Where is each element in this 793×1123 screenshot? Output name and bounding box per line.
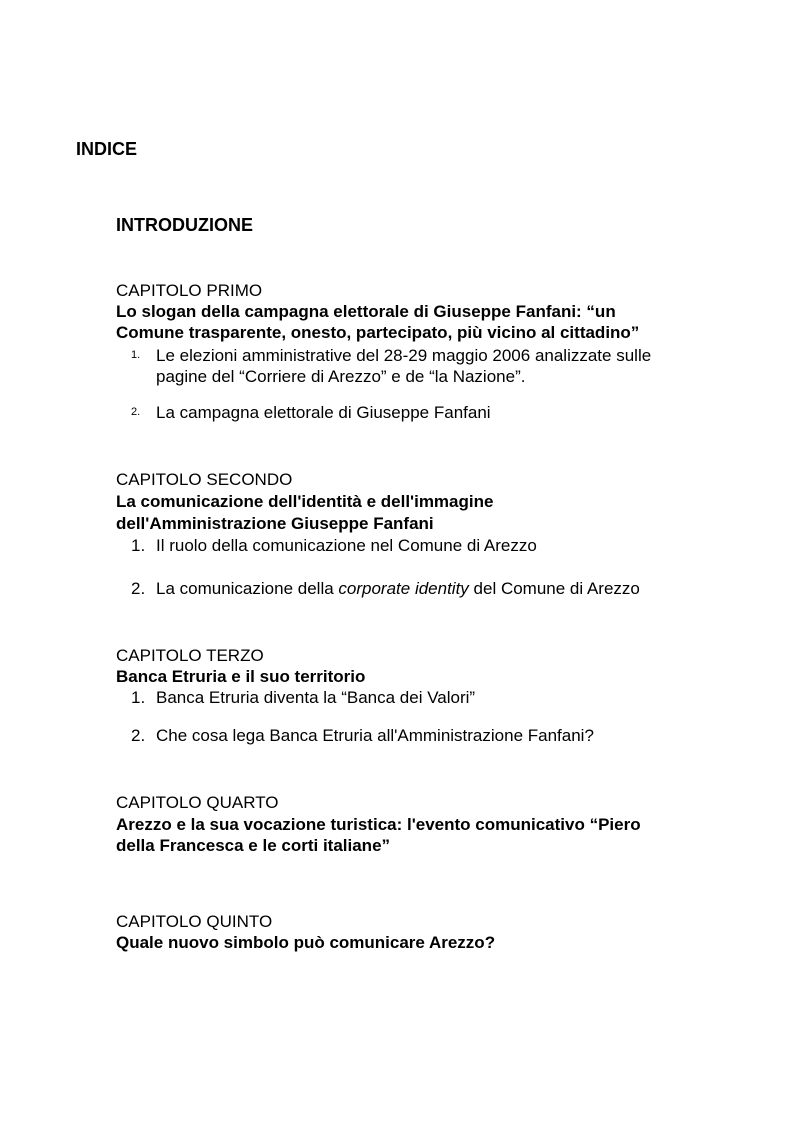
list-item-text: Il ruolo della comunicazione nel Comune di Arezzo [156,536,537,555]
list-item-text-part: del Comune di Arezzo [468,579,640,598]
list-item-number: 1. [131,536,146,555]
list-item-text: Che cosa lega Banca Etruria all'Amministrazione Fanfani? [156,726,594,745]
list-item-number: 2. [131,726,146,745]
chapter-heading: CAPITOLO PRIMO [116,281,263,300]
list-item-text: Banca Etruria diventa la “Banca dei Valori” [156,688,476,707]
list-item-text: Le elezioni amministrative del 28-29 maggio 2006 analizzate sulle [156,346,652,365]
list-item-number: 1. [131,349,141,361]
list-item-number: 2. [131,406,141,418]
list-item-italic-term: corporate identity [338,579,469,598]
chapter-subtitle-line: Banca Etruria e il suo territorio [116,667,366,686]
chapter-subtitle-line: Quale nuovo simbolo può comunicare Arezzo? [116,933,496,952]
list-item-text-part: La comunicazione della [156,579,339,598]
chapter-subtitle-line: dell'Amministrazione Giuseppe Fanfani [116,514,434,533]
list-item-text: La campagna elettorale di Giuseppe Fanfani [156,403,491,422]
list-item-text [156,578,640,599]
chapter-subtitle-line: della Francesca e le corti italiane” [116,836,391,855]
chapter-subtitle-line: Arezzo e la sua vocazione turistica: l'evento comunicativo “Piero [116,815,641,834]
chapter-heading: CAPITOLO QUINTO [116,912,273,931]
chapter-subtitle-line: La comunicazione dell'identità e dell'immagine [116,492,494,511]
chapter-subtitle-line: Comune trasparente, onesto, partecipato, più vicino al cittadino” [116,323,640,342]
index-title: INDICE [76,139,138,159]
list-item-text: pagine del “Corriere di Arezzo” e de “la Nazione”. [156,367,526,386]
introduction-heading: INTRODUZIONE [116,215,253,235]
chapter-subtitle-line: Lo slogan della campagna elettorale di Giuseppe Fanfani: “un [116,302,616,321]
chapter-heading: CAPITOLO TERZO [116,646,264,665]
chapter-heading: CAPITOLO SECONDO [116,470,293,489]
list-item-number: 2. [131,579,146,598]
chapter-heading: CAPITOLO QUARTO [116,793,279,812]
list-item-number: 1. [131,688,146,707]
